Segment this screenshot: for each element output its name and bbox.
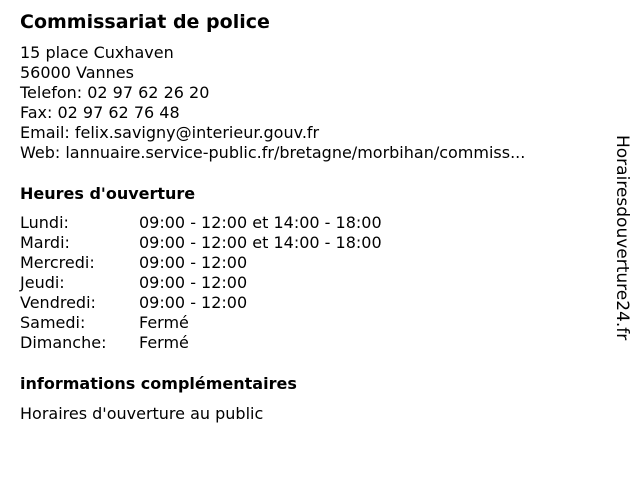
day-hours: Fermé <box>139 333 189 352</box>
day-label: Lundi: <box>20 213 69 232</box>
day-hours: 09:00 - 12:00 <box>139 293 248 312</box>
page-title: Commissariat de police <box>20 11 270 33</box>
day-hours: 09:00 - 12:00 <box>139 273 248 292</box>
email-label: Email: <box>20 123 75 142</box>
web-line <box>20 143 525 163</box>
web-label: Web: <box>20 143 66 162</box>
day-hours: Fermé <box>139 313 189 332</box>
opening-hours-heading: Heures d'ouverture <box>20 184 196 203</box>
web-link[interactable]: lannuaire.service-public.fr/bretagne/morbihan/commiss... <box>65 143 526 162</box>
street-address: 15 place Cuxhaven <box>20 43 174 62</box>
day-label: Mercredi: <box>20 253 95 272</box>
additional-info-heading: informations complémentaires <box>20 374 297 393</box>
day-hours: 09:00 - 12:00 et 14:00 - 18:00 <box>139 233 382 252</box>
email-link[interactable]: felix.savigny@interieur.gouv.fr <box>74 123 320 142</box>
site-watermark: Horairesdouverture24.fr <box>612 135 632 341</box>
city-postcode: 56000 Vannes <box>20 63 134 82</box>
day-label: Dimanche: <box>20 333 107 352</box>
additional-info-text: Horaires d'ouverture au public <box>20 404 264 423</box>
day-label: Samedi: <box>20 313 86 332</box>
phone-number: Telefon: 02 97 62 26 20 <box>20 83 210 102</box>
address-block <box>20 43 525 163</box>
fax-number: Fax: 02 97 62 76 48 <box>20 103 180 122</box>
day-hours: 09:00 - 12:00 et 14:00 - 18:00 <box>139 213 382 232</box>
day-label: Vendredi: <box>20 293 96 312</box>
day-hours: 09:00 - 12:00 <box>139 253 248 272</box>
day-label: Jeudi: <box>20 273 65 292</box>
email-line <box>20 123 525 143</box>
day-label: Mardi: <box>20 233 70 252</box>
